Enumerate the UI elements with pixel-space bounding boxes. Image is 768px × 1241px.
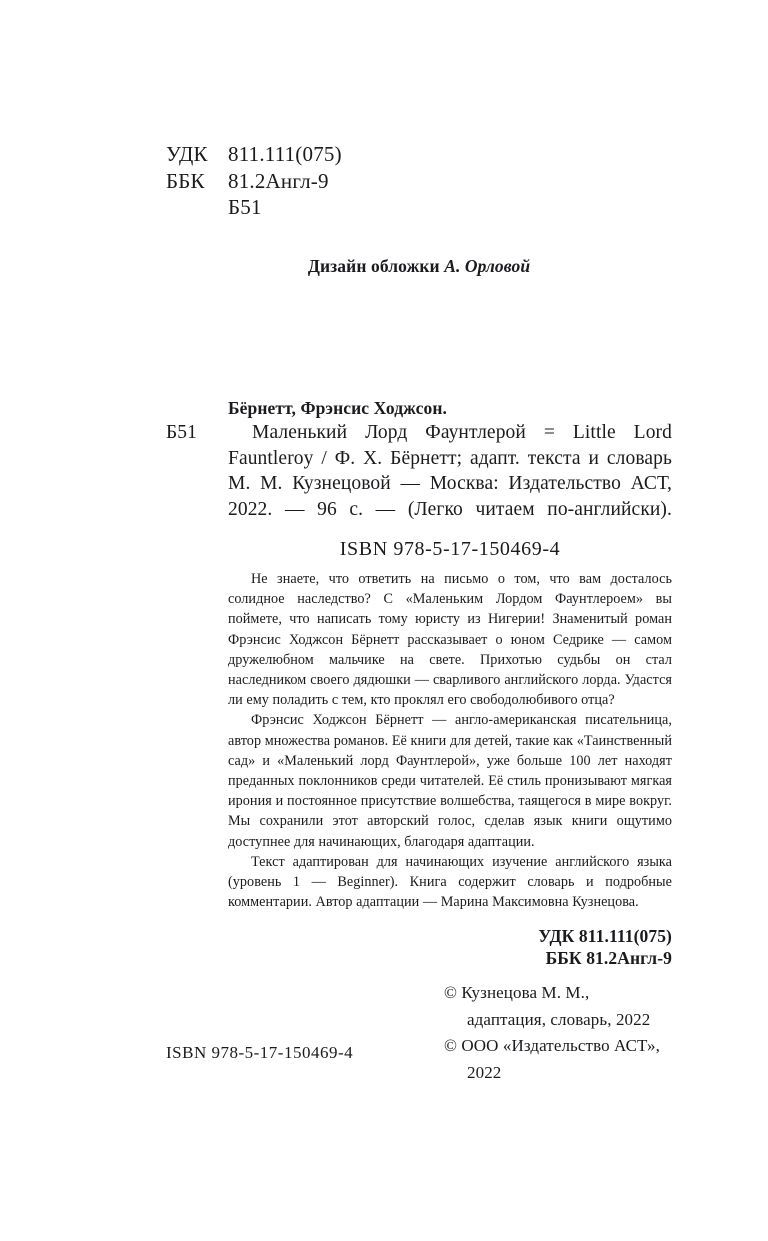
bibliographic-record bbox=[166, 397, 672, 548]
copyright-block bbox=[444, 980, 676, 1086]
copyright-line: адаптация, словарь, 2022 bbox=[467, 1009, 651, 1029]
copyright-line: 2022 bbox=[467, 1062, 502, 1082]
classification-block-top bbox=[166, 141, 342, 221]
annotation-block bbox=[228, 569, 672, 912]
udk-row bbox=[166, 141, 342, 168]
shelf-code-row bbox=[166, 194, 342, 221]
annotation-paragraph: Не знаете, что ответить на письмо о том, что вам досталось солидное наследство? С «Маленьким Лордом Фаунтлероем» вы поймете, что написать тому юристу из Нигерии! Знаменитый роман Фрэнсис Ходжсон Бёрнетт рассказывает о юном Седрике — самом дружелюбном мальчике на свете. Прихотью судьбы он стал наследником своего дядюшки — сварливого английского лорда. Удастся ли ему поладить с тем, кто проклял его свободолюбивого отца? bbox=[228, 571, 672, 709]
isbn-secondary: ISBN 978-5-17-150469-4 bbox=[166, 1043, 354, 1062]
biblio-body bbox=[166, 420, 672, 548]
cover-design-label: Дизайн обложки bbox=[307, 256, 445, 276]
copyright-line: © Кузнецова М. М., bbox=[444, 983, 590, 1002]
cover-design-credit bbox=[166, 256, 672, 277]
biblio-description: Маленький Лорд Фаунтлерой = Little Lord Fauntleroy / Ф. Х. Бёрнетт; адапт. текста и словарь М. М. Кузнецовой — Москва: Издательство АСТ, 2022. — 96 с. — (Легко читаем по-английски). bbox=[228, 422, 672, 520]
udk-label: УДК bbox=[166, 142, 208, 166]
annotation-paragraph: Текст адаптирован для начинающих изучение английского языка (уровень 1 — Beginner). Книга содержит словарь и подробные комментарии. Автор адаптации — Марина Максимовна Кузнецова. bbox=[228, 853, 672, 911]
udk-value: 811.111(075) bbox=[228, 142, 342, 166]
bbk-row bbox=[166, 168, 342, 195]
copyright-line: © ООО «Издательство АСТ», bbox=[444, 1036, 660, 1055]
bbk-label: ББК bbox=[166, 168, 205, 193]
biblio-shelf-mark: Б51 bbox=[166, 422, 197, 443]
bbk-value: 81.2Англ-9 bbox=[228, 168, 329, 193]
annotation-paragraph: Фрэнсис Ходжсон Бёрнетт — англо-американская писательница, автор множества романов. Её книги для детей, такие как «Таинственный сад» и «Маленький лорд Фаунтлерой», уже больше 100 лет находят преданных поклонников среди читателей. Её стиль пронизывают мягкая ирония и постоянное присутствие волшебства, таящегося в мире вокруг. Мы сохранили этот авторский голос, сделав язык книги ощутимо доступнее для начинающих, благодаря адаптации. bbox=[228, 712, 672, 850]
isbn-primary: ISBN 978-5-17-150469-4 bbox=[339, 538, 561, 560]
cover-designer-name: А. Орловой bbox=[444, 256, 531, 276]
bbk-line-bottom: ББК 81.2Англ-9 bbox=[545, 948, 672, 968]
shelf-code-value: Б51 bbox=[228, 195, 262, 219]
biblio-author: Бёрнетт, Фрэнсис Ходжсон. bbox=[228, 398, 447, 418]
classification-block-bottom bbox=[372, 925, 672, 969]
udk-line-bottom: УДК 811.111(075) bbox=[538, 926, 672, 946]
